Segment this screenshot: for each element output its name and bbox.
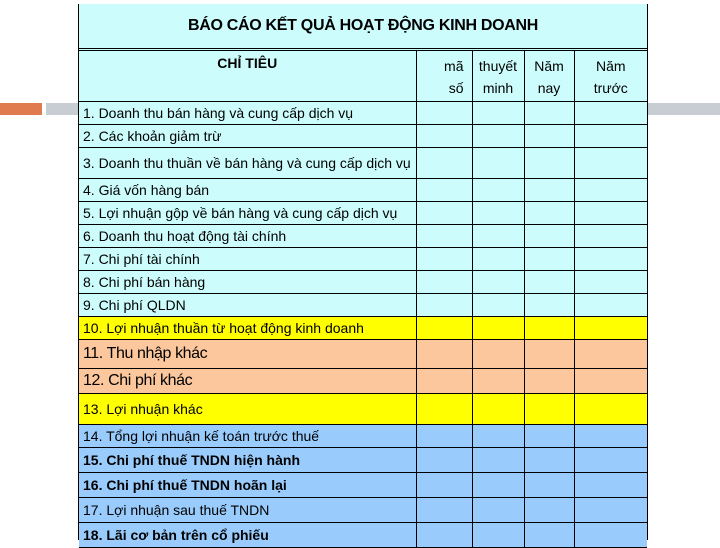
table-row (79, 369, 647, 394)
last-year-cell (574, 148, 647, 179)
code-cell (416, 148, 472, 179)
table-row (79, 498, 647, 523)
code-cell (416, 225, 472, 248)
table-row (79, 271, 647, 294)
note-cell (472, 294, 524, 317)
code-cell (416, 473, 472, 498)
note-cell (472, 271, 524, 294)
code-cell (416, 369, 472, 394)
row-label: 13. Lợi nhuận khác (79, 394, 416, 425)
row-label: 16. Chi phí thuế TNDN hoãn lại (79, 473, 416, 498)
table-header-row (79, 51, 647, 102)
last-year-cell (574, 425, 647, 448)
last-year-cell (574, 225, 647, 248)
note-cell (472, 317, 524, 340)
row-label: 9. Chi phí QLDN (79, 294, 416, 317)
last-year-cell (574, 394, 647, 425)
last-year-cell (574, 102, 647, 125)
decorative-bar-gray-left (46, 103, 78, 115)
row-label: 14. Tổng lợi nhuận kế toán trước thuế (79, 425, 416, 448)
table-row (79, 473, 647, 498)
row-label: 10. Lợi nhuận thuần từ hoạt động kinh doanh (79, 317, 416, 340)
note-cell (472, 102, 524, 125)
last-year-cell (574, 202, 647, 225)
row-label: 2. Các khoản giảm trừ (79, 125, 416, 148)
code-cell (416, 294, 472, 317)
row-label: 6. Doanh thu hoạt động tài chính (79, 225, 416, 248)
code-cell (416, 125, 472, 148)
note-cell (472, 369, 524, 394)
last-year-cell (574, 473, 647, 498)
this-year-cell (524, 225, 574, 248)
table-row (79, 340, 647, 369)
column-header-note: thuyết minh (472, 51, 524, 102)
this-year-cell (524, 202, 574, 225)
this-year-cell (524, 271, 574, 294)
table-row (79, 102, 647, 125)
code-cell (416, 340, 472, 369)
last-year-cell (574, 271, 647, 294)
row-label: 4. Giá vốn hàng bán (79, 179, 416, 202)
table-row (79, 317, 647, 340)
table-row (79, 394, 647, 425)
code-cell (416, 248, 472, 271)
code-cell (416, 498, 472, 523)
decorative-bar-gray-right (646, 103, 720, 115)
last-year-cell (574, 294, 647, 317)
last-year-cell (574, 523, 647, 548)
note-cell (472, 148, 524, 179)
row-label: 1. Doanh thu bán hàng và cung cấp dịch vụ (79, 102, 416, 125)
row-label: 18. Lãi cơ bản trên cổ phiếu (79, 523, 416, 548)
note-cell (472, 523, 524, 548)
row-label: 8. Chi phí bán hàng (79, 271, 416, 294)
code-cell (416, 317, 472, 340)
code-cell (416, 179, 472, 202)
column-header-indicator: CHỈ TIÊU (79, 51, 416, 102)
last-year-cell (574, 179, 647, 202)
code-cell (416, 448, 472, 473)
table-row (79, 248, 647, 271)
code-cell (416, 394, 472, 425)
note-cell (472, 125, 524, 148)
report-title: BÁO CÁO KẾT QUẢ HOẠT ĐỘNG KINH DOANH (79, 4, 647, 49)
last-year-cell (574, 125, 647, 148)
note-cell (472, 248, 524, 271)
this-year-cell (524, 394, 574, 425)
this-year-cell (524, 473, 574, 498)
this-year-cell (524, 148, 574, 179)
this-year-cell (524, 448, 574, 473)
this-year-cell (524, 179, 574, 202)
row-label: 3. Doanh thu thuần về bán hàng và cung cấp dịch vụ (79, 148, 416, 179)
code-cell (416, 523, 472, 548)
this-year-cell (524, 425, 574, 448)
table-row (79, 148, 647, 179)
table-row (79, 425, 647, 448)
note-cell (472, 179, 524, 202)
this-year-cell (524, 369, 574, 394)
code-cell (416, 202, 472, 225)
row-label: 17. Lợi nhuận sau thuế TNDN (79, 498, 416, 523)
this-year-cell (524, 317, 574, 340)
code-cell (416, 102, 472, 125)
report-table (79, 50, 647, 548)
row-label: 15. Chi phí thuế TNDN hiện hành (79, 448, 416, 473)
column-header-code: mã số (416, 51, 472, 102)
column-header-this-year: Năm nay (524, 51, 574, 102)
note-cell (472, 340, 524, 369)
code-cell (416, 425, 472, 448)
this-year-cell (524, 523, 574, 548)
row-label: 11. Thu nhập khác (79, 340, 416, 369)
this-year-cell (524, 125, 574, 148)
table-row (79, 125, 647, 148)
note-cell (472, 498, 524, 523)
note-cell (472, 473, 524, 498)
this-year-cell (524, 340, 574, 369)
table-row (79, 523, 647, 548)
table-row (79, 294, 647, 317)
column-header-last-year: Năm trước (574, 51, 647, 102)
last-year-cell (574, 248, 647, 271)
table-row (79, 225, 647, 248)
last-year-cell (574, 340, 647, 369)
row-label: 5. Lợi nhuận gộp về bán hàng và cung cấp dịch vụ (79, 202, 416, 225)
row-label: 12. Chi phí khác (79, 369, 416, 394)
code-cell (416, 271, 472, 294)
this-year-cell (524, 498, 574, 523)
row-label: 7. Chi phí tài chính (79, 248, 416, 271)
last-year-cell (574, 317, 647, 340)
this-year-cell (524, 294, 574, 317)
table-row (79, 448, 647, 473)
note-cell (472, 202, 524, 225)
last-year-cell (574, 448, 647, 473)
table-row (79, 179, 647, 202)
note-cell (472, 394, 524, 425)
last-year-cell (574, 498, 647, 523)
decorative-bar-orange (0, 103, 42, 115)
last-year-cell (574, 369, 647, 394)
note-cell (472, 225, 524, 248)
income-statement-report (78, 4, 648, 543)
note-cell (472, 425, 524, 448)
this-year-cell (524, 248, 574, 271)
note-cell (472, 448, 524, 473)
table-row (79, 202, 647, 225)
this-year-cell (524, 102, 574, 125)
